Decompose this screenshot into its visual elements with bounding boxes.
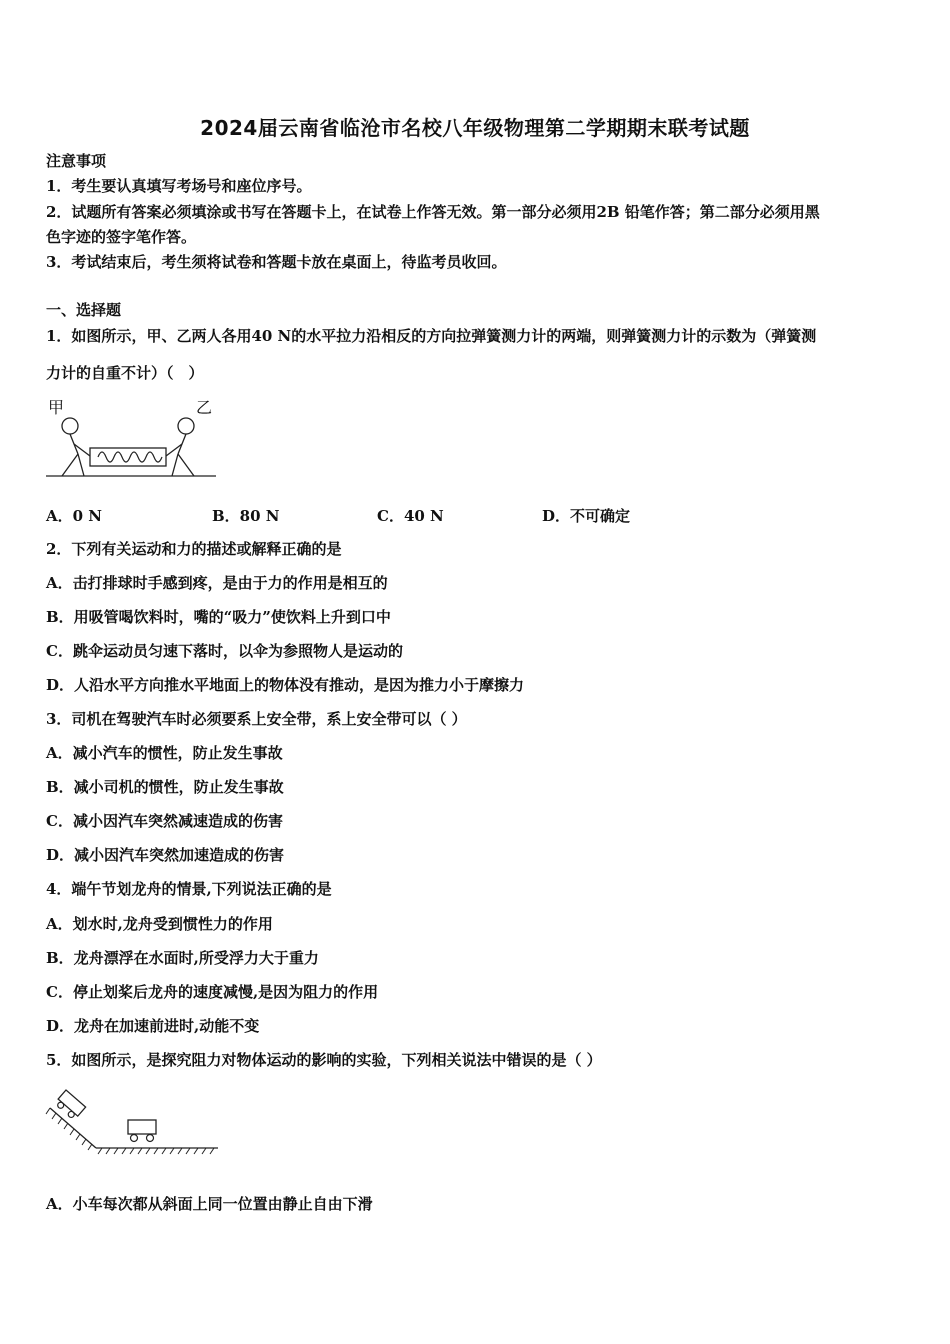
section-heading: 一、选择题 [46,301,122,319]
cart-on-flat [128,1120,156,1142]
q3-option-d[interactable]: D．减小因汽车突然加速造成的伤害 [46,846,285,864]
q3-option-b[interactable]: B．减小司机的惯性，防止发生事故 [46,778,284,796]
q1-option-b[interactable]: B．80 N [212,507,280,525]
q4-option-c[interactable]: C．停止划桨后龙舟的速度减慢,是因为阻力的作用 [46,983,379,1001]
q5-incline-figure [44,1086,224,1156]
q5-option-a[interactable]: A．小车每次都从斜面上同一位置由静止自由下滑 [46,1195,373,1213]
page-title: 2024届云南省临沧市名校八年级物理第二学期期末联考试题 [200,116,750,140]
q1-stem-line2: 力计的自重不计）（ ） [46,364,204,382]
q1-option-c[interactable]: C．40 N [377,507,444,525]
person-left-head [62,418,78,434]
person-right-head [178,418,194,434]
q2-option-d[interactable]: D．人沿水平方向推水平地面上的物体没有推动，是因为推力小于摩擦力 [46,676,525,694]
spring-coil [98,452,162,462]
q2-stem: 2．下列有关运动和力的描述或解释正确的是 [46,540,342,558]
q3-option-c[interactable]: C．减小因汽车突然减速造成的伤害 [46,812,283,830]
figure-label-yi: 乙 [196,398,213,417]
q2-option-b[interactable]: B．用吸管喝饮料时，嘴的“吸力”使饮料上升到口中 [46,608,391,626]
figure-label-jia: 甲 [48,398,65,417]
q3-stem: 3．司机在驾驶汽车时必须要系上安全带，系上安全带可以（ ） [46,710,467,728]
q1-option-d[interactable]: D．不可确定 [542,507,631,525]
q1-option-a[interactable]: A．0 N [46,507,103,525]
notice-item: 3．考试结束后，考生须将试卷和答题卡放在桌面上，待监考员收回。 [46,253,507,271]
q1-options [46,505,906,527]
q2-option-a[interactable]: A．击打排球时手感到疼，是由于力的作用是相互的 [46,574,388,592]
notice-heading: 注意事项 [46,152,107,170]
q3-option-a[interactable]: A．减小汽车的惯性，防止发生事故 [46,744,283,762]
notice-item: 色字迹的签字笔作答。 [46,228,197,246]
q1-stem-line1: 1．如图所示，甲、乙两人各用40 N的水平拉力沿相反的方向拉弹簧测力计的两端，则弹簧测力计的示数为（弹簧测 [46,327,817,345]
q2-option-c[interactable]: C．跳伞运动员匀速下落时，以伞为参照物人是运动的 [46,642,403,660]
q4-stem: 4．端午节划龙舟的情景,下列说法正确的是 [46,880,332,898]
q4-option-b[interactable]: B．龙舟漂浮在水面时,所受浮力大于重力 [46,949,319,967]
q4-option-d[interactable]: D．龙舟在加速前进时,动能不变 [46,1017,260,1035]
notice-item: 1．考生要认真填写考场号和座位序号。 [46,177,312,195]
q1-spring-figure [44,396,224,486]
incline-surface [50,1108,96,1148]
notice-item: 2．试题所有答案必须填涂或书写在答题卡上，在试卷上作答无效。第一部分必须用2B 铅笔作答；第二部分必须用黑 [46,203,820,221]
q5-stem: 5．如图所示，是探究阻力对物体运动的影响的实验，下列相关说法中错误的是（ ） [46,1051,602,1069]
q4-option-a[interactable]: A．划水时,龙舟受到惯性力的作用 [46,915,273,933]
